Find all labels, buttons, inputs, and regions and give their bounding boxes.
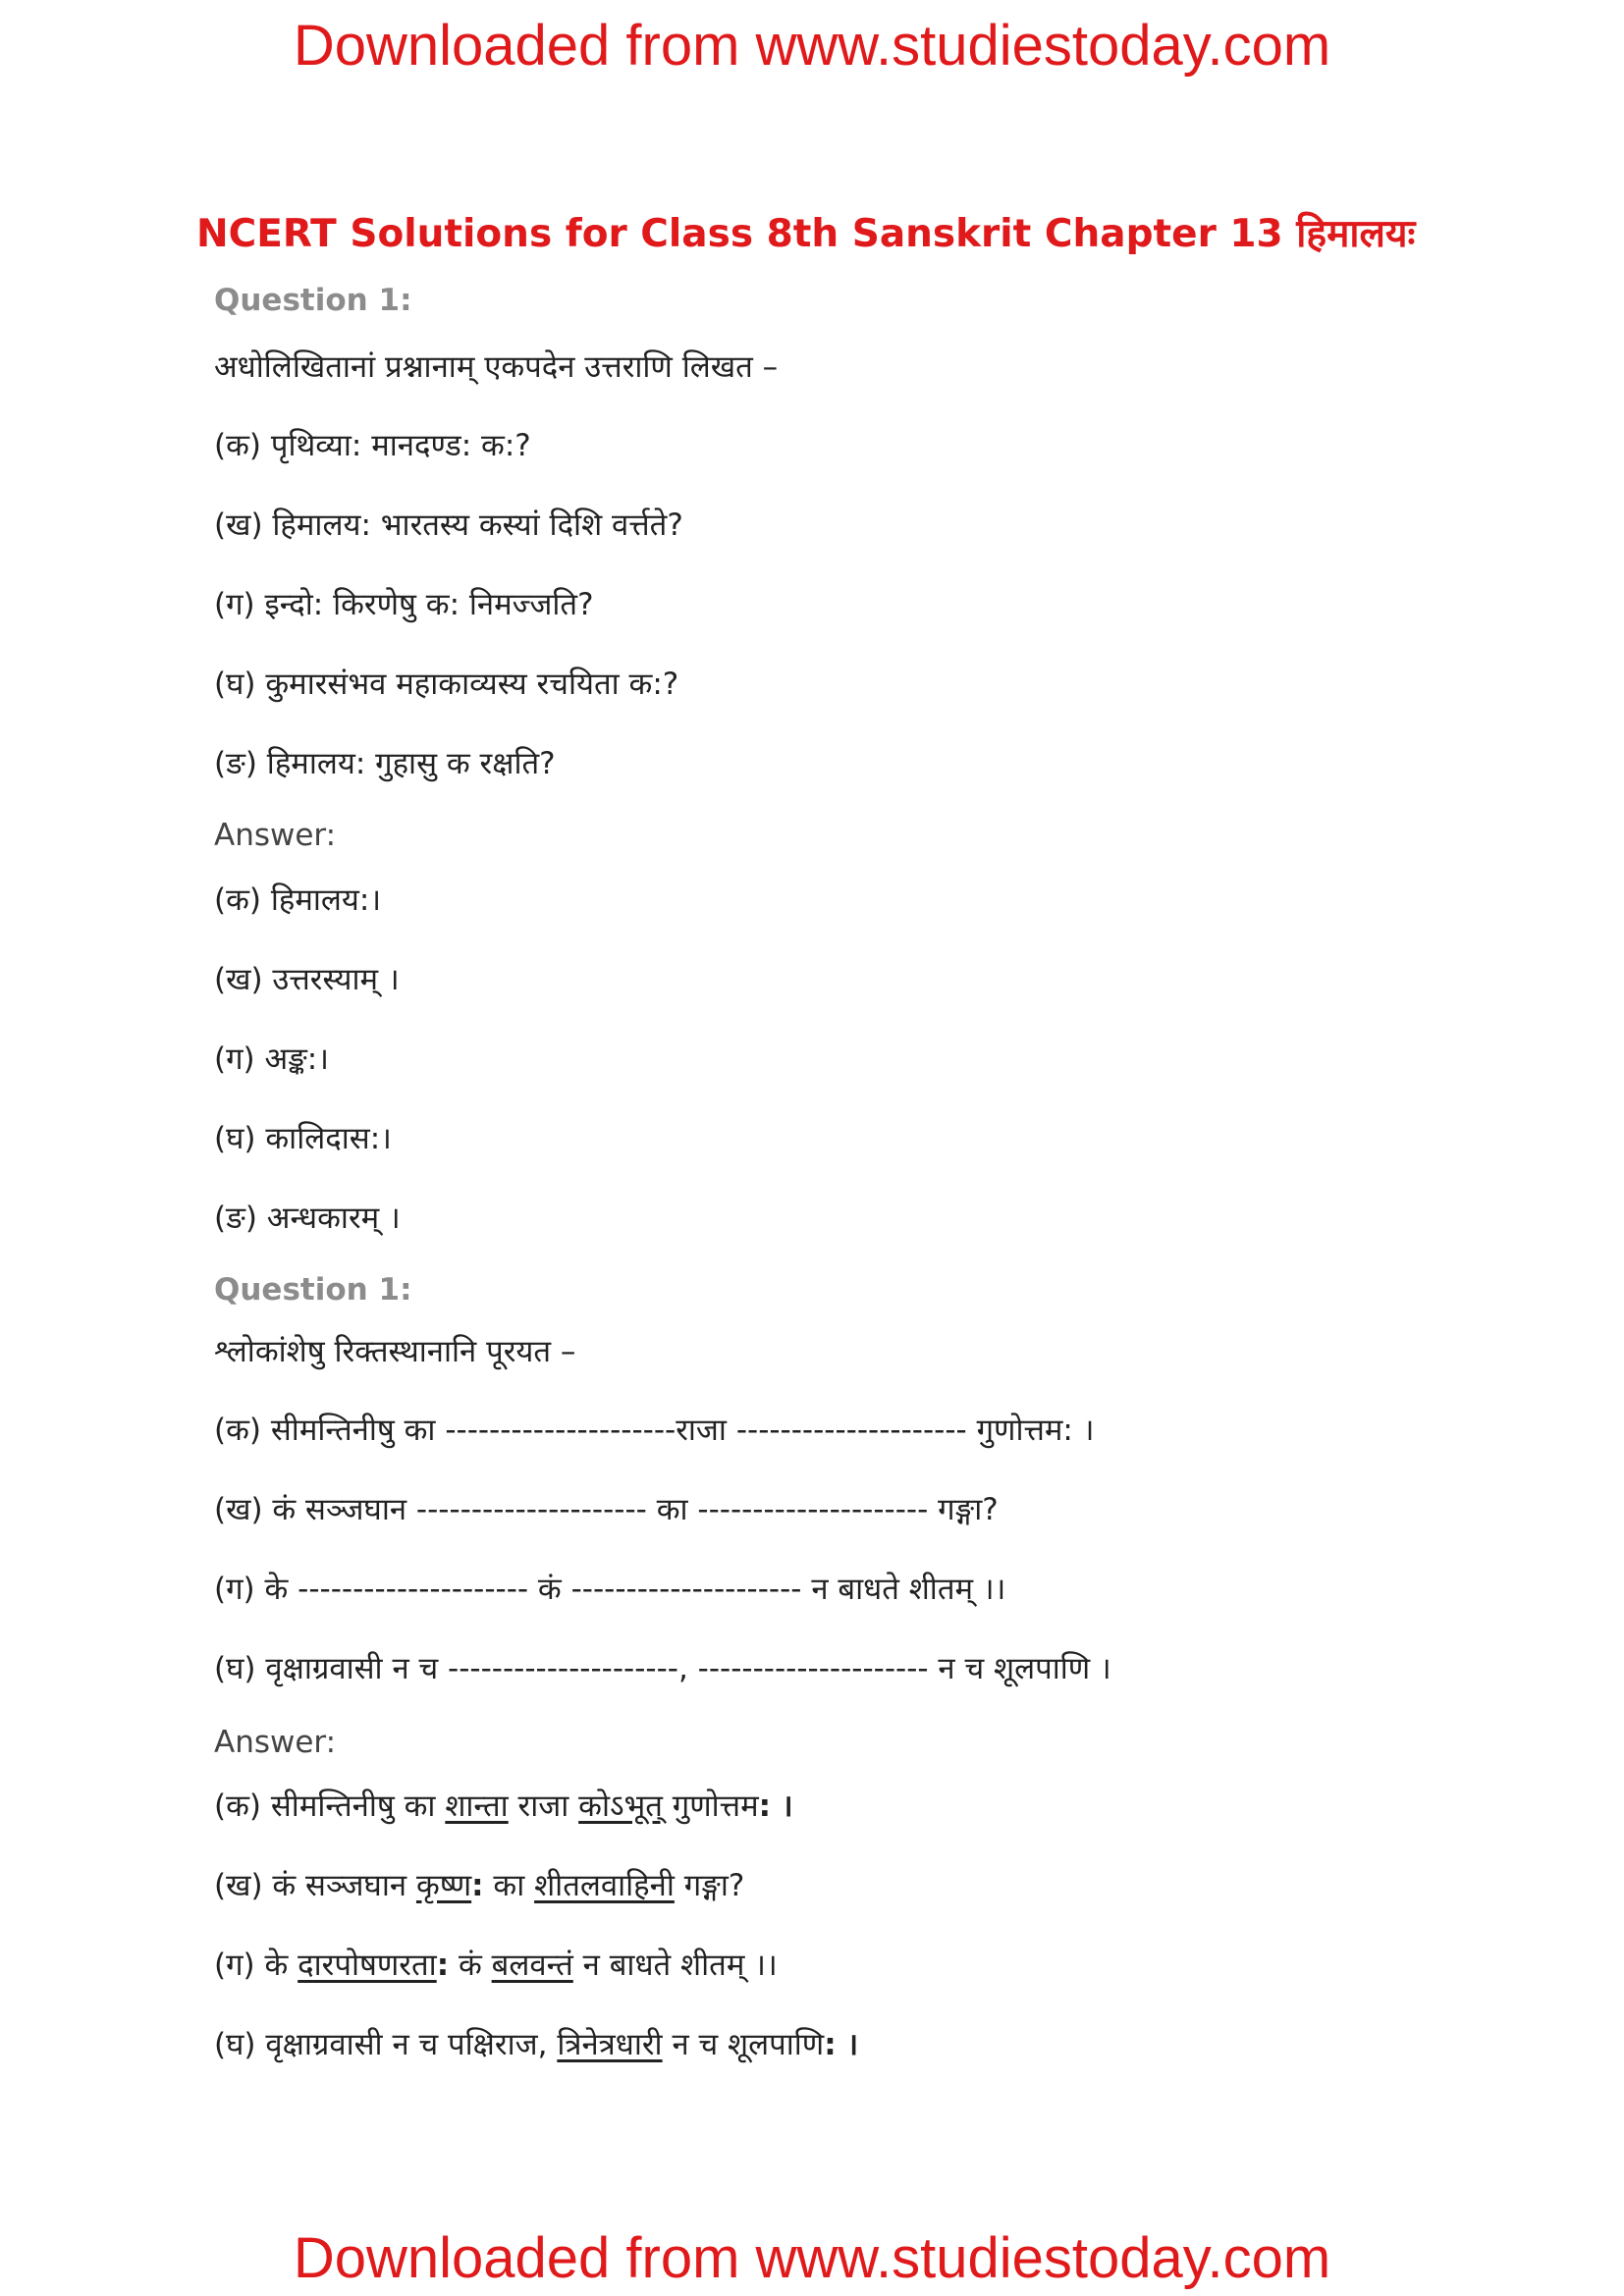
watermark-top: Downloaded from www.studiestoday.com <box>293 14 1331 78</box>
answer-item: (क) हिमालय:। <box>214 882 382 918</box>
question-item: (क) पृथिव्या: मानदण्ड: क:? <box>214 428 531 463</box>
answer-text: (क) सीमन्तिनीषु का <box>214 1789 446 1824</box>
question-2-instruction: श्लोकांशेषु रिक्तस्थानानि पूरयत – <box>214 1334 576 1369</box>
answer-text: गङ्गा? <box>674 1868 745 1903</box>
answer-2-heading: Answer: <box>214 1725 337 1760</box>
filled-word: शान्ता <box>445 1789 509 1824</box>
answer-text: कं <box>449 1948 492 1983</box>
answer-item: (ङ) अन्धकारम् । <box>214 1201 401 1236</box>
answer-text: (ग) के <box>214 1948 298 1983</box>
fill-blank-item: (घ) वृक्षाग्रवासी न च ---------------------, --------------------- न च शूलपाणि । <box>214 1651 1111 1686</box>
answer-text: न च शूलपाणि <box>662 2027 825 2062</box>
answer-text: का <box>483 1868 535 1903</box>
filled-word: कोऽभूत् <box>578 1789 663 1824</box>
question-item: (घ) कुमारसंभव महाकाव्यस्य रचयिता क:? <box>214 667 679 702</box>
answer-item: (ग) अङ्क:। <box>214 1041 329 1077</box>
fill-blank-item: (क) सीमन्तिनीषु का ---------------------राजा --------------------- गुणोत्तम: । <box>214 1413 1095 1448</box>
answer-text: : <box>436 1948 450 1983</box>
fill-blank-item: (ग) के --------------------- कं --------------------- न बाधते शीतम् ।। <box>214 1572 1006 1607</box>
filled-word: कृष्ण <box>415 1868 472 1903</box>
answer-text: : । <box>824 2027 859 2062</box>
page-title: NCERT Solutions for Class 8th Sanskrit Chapter 13 हिमालयः <box>196 212 1416 256</box>
question-item: (ग) इन्दो: किरणेषु क: निमज्जति? <box>214 587 594 622</box>
question-item: (ङ) हिमालय: गुहासु क रक्षति? <box>214 746 556 781</box>
watermark-bottom: Downloaded from www.studiestoday.com <box>293 2226 1331 2290</box>
filled-word: दारपोषणरता <box>298 1948 437 1983</box>
answer-text: (ख) कं सञ्जघान <box>214 1868 416 1903</box>
question-1-heading: Question 1: <box>214 283 412 318</box>
filled-word: त्रिनेत्रधारी <box>557 2027 663 2062</box>
filled-word: बलवन्तं <box>491 1948 573 1983</box>
answer-1-heading: Answer: <box>214 818 337 853</box>
answer-item <box>214 1864 744 1905</box>
answer-text: गुणोत्तम <box>662 1789 759 1824</box>
answer-item: (घ) कालिदास:। <box>214 1121 392 1156</box>
answer-item <box>214 2023 858 2064</box>
answer-item: (ख) उत्तरस्याम् । <box>214 962 400 997</box>
answer-item <box>214 1944 778 1985</box>
answer-item <box>214 1785 793 1826</box>
answer-text: : । <box>758 1789 793 1824</box>
answer-text: राजा <box>508 1789 579 1824</box>
fill-blank-item: (ख) कं सञ्जघान --------------------- का --------------------- गङ्गा? <box>214 1492 999 1527</box>
filled-word: शीतलवाहिनी <box>534 1868 675 1903</box>
question-2-heading: Question 1: <box>214 1272 412 1308</box>
answer-text: : <box>471 1868 484 1903</box>
answer-text: न बाधते शीतम् ।। <box>572 1948 778 1983</box>
question-1-instruction: अधोलिखितानां प्रश्नानाम् एकपदेन उत्तराणि लिखत – <box>214 349 779 385</box>
question-item: (ख) हिमालय: भारतस्य कस्यां दिशि वर्त्तते? <box>214 507 683 543</box>
answer-text: (घ) वृक्षाग्रवासी न च पक्षिराज, <box>214 2027 558 2062</box>
